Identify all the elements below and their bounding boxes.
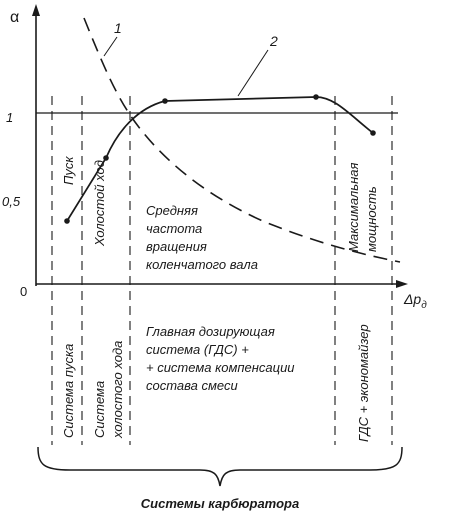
systems-brace (38, 447, 402, 486)
curve-2-label: 2 (270, 33, 278, 49)
x-axis-arrow (396, 280, 408, 288)
main-system-label (146, 324, 298, 393)
region-idle-line-1: Холостой ход (92, 160, 107, 246)
econ-system-label: ГДС + экономайзер (356, 324, 371, 442)
region-idle-label (92, 160, 107, 247)
curve-2-point (103, 155, 109, 161)
y-tick-1: 1 (6, 110, 14, 125)
curve-1-leader (104, 37, 117, 56)
start-system-label: Система пуска (61, 343, 76, 438)
caption: Системы карбюратора (140, 496, 300, 511)
curve-2-point (313, 94, 319, 100)
curve-2-point (162, 98, 168, 104)
main-system-line-2: система (ГДС) + (146, 342, 249, 357)
main-system-line-1: Главная дозирующая (146, 324, 275, 339)
main-system-line-4: состава смеси (146, 378, 238, 393)
region-mid-line-3: вращения (146, 239, 207, 254)
region-mid-line-1: Средняя (146, 203, 198, 218)
x-axis-label: $\Delta p_д$ (404, 291, 427, 311)
curve-2 (67, 97, 373, 221)
curve-2-points (64, 94, 376, 224)
region-start-label: Пуск (61, 156, 76, 185)
y-tick-0: 0 (20, 284, 28, 299)
region-max-line-1: Максимальная (346, 162, 361, 252)
curve-2-point (64, 218, 70, 224)
idle-system-line-1: Система (92, 380, 107, 438)
idle-system-label (92, 341, 125, 439)
y-tick-0-5: 0,5 (2, 194, 21, 209)
region-max-line-2: мощность (364, 186, 379, 252)
region-max-label (346, 159, 379, 252)
curve-1-label: 1 (114, 20, 122, 36)
region-mid-line-4: коленчатого вала (146, 257, 258, 272)
region-mid-label (146, 203, 258, 272)
curve-2-leader (238, 50, 268, 96)
y-axis-label: α (10, 9, 20, 26)
region-mid-line-2: частота (146, 221, 203, 236)
idle-system-line-2: холостого хода (110, 340, 125, 438)
y-axis-arrow (32, 4, 40, 16)
curve-2-point (370, 130, 376, 136)
main-system-line-3: + система компенсации (146, 360, 295, 375)
